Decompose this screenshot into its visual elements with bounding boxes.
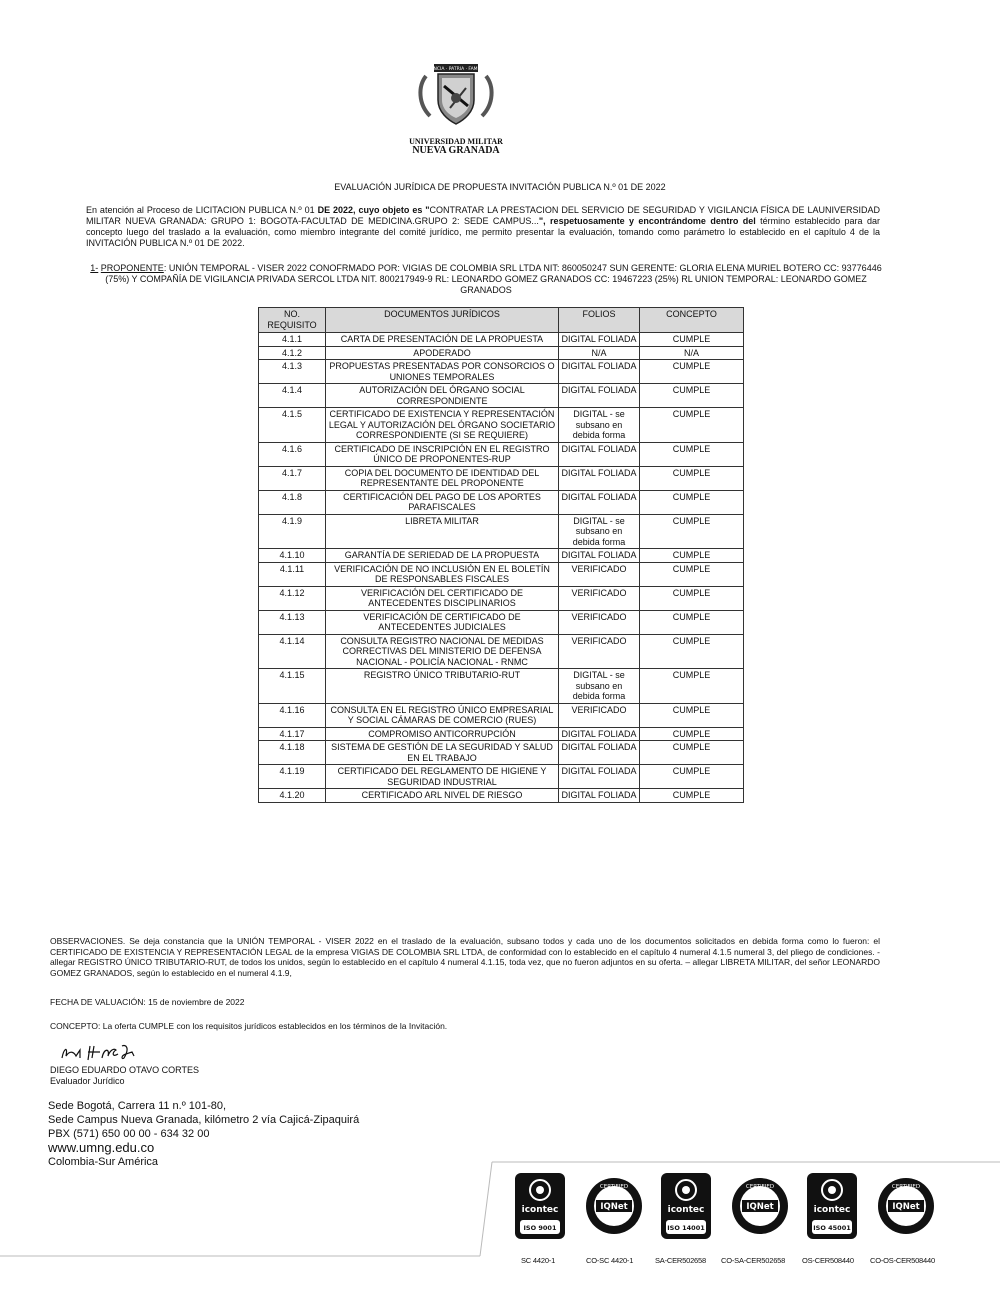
cert-brand: IQNet (600, 1202, 628, 1212)
cell-concepto: CUMPLE (640, 562, 744, 586)
cell-no: 4.1.15 (259, 669, 326, 704)
cell-no: 4.1.17 (259, 727, 326, 741)
contact-region: Colombia-Sur América (48, 1156, 159, 1168)
cert-code: OS-CER508440 (802, 1256, 854, 1265)
table-row (259, 610, 744, 634)
cell-doc: CERTIFICADO ARL NIVEL DE RIESGO (326, 789, 559, 803)
table-row (259, 562, 744, 586)
cell-no: 4.1.16 (259, 703, 326, 727)
table-row (259, 765, 744, 789)
cell-folios: DIGITAL - se subsano en debida forma (559, 408, 640, 443)
header-concepto: CONCEPTO (640, 308, 744, 333)
cell-no: 4.1.8 (259, 490, 326, 514)
concepto-final: CONCEPTO: La oferta CUMPLE con los requisitos jurídicos establecidos en los términos de la Invitación. (50, 1021, 448, 1031)
cell-folios: DIGITAL FOLIADA (559, 466, 640, 490)
signature-icon (50, 1040, 180, 1064)
fecha-valuacion: FECHA DE VALUACIÓN: 15 de noviembre de 2022 (50, 997, 245, 1007)
cell-folios: DIGITAL FOLIADA (559, 333, 640, 347)
cell-no: 4.1.14 (259, 634, 326, 669)
table-header-row (259, 308, 744, 333)
cell-concepto: CUMPLE (640, 384, 744, 408)
table-row (259, 703, 744, 727)
cert-brand: IQNet (892, 1202, 920, 1212)
cell-concepto: CUMPLE (640, 490, 744, 514)
cell-no: 4.1.4 (259, 384, 326, 408)
cell-no: 4.1.6 (259, 442, 326, 466)
cell-doc: PROPUESTAS PRESENTADAS POR CONSORCIOS O UNIONES TEMPORALES (326, 360, 559, 384)
table-row (259, 741, 744, 765)
evaluador-block (50, 1065, 199, 1087)
cell-concepto: CUMPLE (640, 669, 744, 704)
cell-doc: CONSULTA REGISTRO NACIONAL DE MEDIDAS CORRECTIVAS DEL MINISTERIO DE DEFENSA NACIONAL - POLICÍA NACIONAL - RNMC (326, 634, 559, 669)
iqnet-cert-icon (730, 1172, 782, 1240)
cell-folios: DIGITAL FOLIADA (559, 360, 640, 384)
intro-object: CONTRATAR LA PRESTACION DEL SERVICIO DE SEGURIDAD Y VIGILANCIA FÍSICA DE LAUNIVERSIDAD MILITAR NUEVA GRANADA: GRUPO 1: BOGOTA-FACULTAD DE MEDICINA.GRUPO 2: SEDE CAMPUS... (86, 205, 881, 226)
cert-code: SC 4420-1 (521, 1256, 556, 1265)
cell-no: 4.1.18 (259, 741, 326, 765)
cell-no: 4.1.5 (259, 408, 326, 443)
cell-concepto: CUMPLE (640, 741, 744, 765)
requirements-table (258, 307, 744, 803)
intro-part: En atención al Proceso de LICITACION PUBLICA N.º 01 (86, 205, 318, 215)
website-link[interactable]: www.umng.edu.co (48, 1140, 155, 1155)
cell-no: 4.1.10 (259, 549, 326, 563)
cell-doc: CERTIFICACIÓN DEL PAGO DE LOS APORTES PARAFISCALES (326, 490, 559, 514)
table-row (259, 408, 744, 443)
cell-folios: VERIFICADO (559, 634, 640, 669)
icontec-cert-icon (514, 1172, 566, 1240)
cell-no: 4.1.9 (259, 514, 326, 549)
table-row (259, 789, 744, 803)
evaluador-role: Evaluador Jurídico (50, 1076, 125, 1086)
cell-folios: DIGITAL FOLIADA (559, 727, 640, 741)
iqnet-cert-icon (876, 1172, 928, 1240)
table-row (259, 360, 744, 384)
cell-no: 4.1.13 (259, 610, 326, 634)
table-row (259, 669, 744, 704)
cell-concepto: CUMPLE (640, 333, 744, 347)
header-folios: FOLIOS (559, 308, 640, 333)
cell-no: 4.1.7 (259, 466, 326, 490)
cell-folios: DIGITAL - se subsano en debida forma (559, 514, 640, 549)
table-row (259, 586, 744, 610)
cell-folios: DIGITAL FOLIADA (559, 741, 640, 765)
cell-doc: SISTEMA DE GESTIÓN DE LA SEGURIDAD Y SALUD EN EL TRABAJO (326, 741, 559, 765)
logo-text-line2: NUEVA GRANADA (412, 145, 500, 156)
requirements-body (259, 333, 744, 803)
table-row (259, 634, 744, 669)
cell-folios: VERIFICADO (559, 562, 640, 586)
cell-concepto: CUMPLE (640, 514, 744, 549)
cert-brand: icontec (521, 1205, 559, 1215)
cell-doc: VERIFICACIÓN DE CERTIFICADO DE ANTECEDENTES JUDICIALES (326, 610, 559, 634)
cell-concepto: CUMPLE (640, 727, 744, 741)
cell-folios: DIGITAL - se subsano en debida forma (559, 669, 640, 704)
cell-concepto: CUMPLE (640, 703, 744, 727)
svg-text:CIENCIA · PATRIA · FAMILIA: CIENCIA · PATRIA · FAMILIA (426, 67, 486, 72)
cell-doc: CERTIFICADO DE EXISTENCIA Y REPRESENTACIÓN LEGAL Y AUTORIZACIÓN DEL ÓRGANO SOCIETARIO CORRESPONDIENTE (SI SE REQUIERE) (326, 408, 559, 443)
cell-folios: DIGITAL FOLIADA (559, 384, 640, 408)
cert-code: CO-SA-CER502658 (721, 1256, 786, 1265)
cert-code: CO-SC 4420-1 (586, 1256, 634, 1265)
icontec-cert-icon (660, 1172, 712, 1240)
evaluador-name: DIEGO EDUARDO OTAVO CORTES (50, 1065, 200, 1075)
certification-logos (510, 1172, 950, 1252)
cert-brand: icontec (667, 1205, 705, 1215)
cell-doc: VERIFICACIÓN DE NO INCLUSIÓN EN EL BOLETÍN DE RESPONSABLES FISCALES (326, 562, 559, 586)
cell-doc: REGISTRO ÚNICO TRIBUTARIO-RUT (326, 669, 559, 704)
table-row (259, 490, 744, 514)
cell-doc: APODERADO (326, 346, 559, 360)
cell-no: 4.1.12 (259, 586, 326, 610)
cert-code: SA-CER502658 (655, 1256, 706, 1265)
cert-brand: IQNet (746, 1202, 774, 1212)
cell-doc: GARANTÍA DE SERIEDAD DE LA PROPUESTA (326, 549, 559, 563)
cell-doc: LIBRETA MILITAR (326, 514, 559, 549)
header-no: NO. REQUISITO (259, 308, 326, 333)
cell-concepto: CUMPLE (640, 789, 744, 803)
cert-iso: ISO 9001 (523, 1224, 557, 1232)
cert-iso: CERTIFIED (599, 1184, 629, 1190)
cell-folios: VERIFICADO (559, 703, 640, 727)
table-row (259, 514, 744, 549)
cell-concepto: CUMPLE (640, 466, 744, 490)
cell-folios: N/A (559, 346, 640, 360)
proponente-text: : UNIÓN TEMPORAL - VISER 2022 CONOFRMADO POR: VIGIAS DE COLOMBIA SRL LTDA NIT: 860050247 SUN GERENTE: GLORIA ELENA MURIEL BOTERO CC: 93776446 (75%) Y COMPAÑÍA DE VIGILANCIA PRIVADA SERCOL LTDA NIT. 800217949-9 RL: LEONARDO GOMEZ GRANADOS CC: 19467223 (25%) RL UNION TEMPORAL: LEONARDO GOMEZ GRANADOS (105, 263, 882, 295)
table-row (259, 466, 744, 490)
cell-doc: CERTIFICADO DE INSCRIPCIÓN EN EL REGISTRO ÚNICO DE PROPONENTES-RUP (326, 442, 559, 466)
cell-doc: CARTA DE PRESENTACIÓN DE LA PROPUESTA (326, 333, 559, 347)
icontec-cert-icon (806, 1172, 858, 1240)
cell-doc: CERTIFICADO DEL REGLAMENTO DE HIGIENE Y SEGURIDAD INDUSTRIAL (326, 765, 559, 789)
cell-folios: DIGITAL FOLIADA (559, 442, 640, 466)
cell-doc: AUTORIZACIÓN DEL ÓRGANO SOCIAL CORRESPONDIENTE (326, 384, 559, 408)
contact-line: Sede Bogotá, Carrera 11 n.º 101-80, (48, 1100, 227, 1112)
cell-no: 4.1.2 (259, 346, 326, 360)
cell-folios: DIGITAL FOLIADA (559, 490, 640, 514)
table-row (259, 549, 744, 563)
cell-concepto: CUMPLE (640, 610, 744, 634)
cell-concepto: CUMPLE (640, 408, 744, 443)
intro-rest: término establecido para dar concepto luego del traslado a la evaluación, como miembro integrante del comité jurídico, me permito presentar la evaluación, tomando como parámetro lo establecido en el capítulo 4 de la INVITACIÓN PUBLICA N.º 01 DE 2022. (86, 216, 880, 248)
cell-concepto: CUMPLE (640, 586, 744, 610)
cell-no: 4.1.3 (259, 360, 326, 384)
proponente-block (86, 263, 886, 296)
contact-phone: PBX (571) 650 00 00 - 634 32 00 (48, 1128, 210, 1140)
cell-concepto: CUMPLE (640, 634, 744, 669)
header-documentos: DOCUMENTOS JURÍDICOS (326, 308, 559, 333)
cell-doc: COPIA DEL DOCUMENTO DE IDENTIDAD DEL REPRESENTANTE DEL PROPONENTE (326, 466, 559, 490)
cell-concepto: CUMPLE (640, 549, 744, 563)
cert-iso: ISO 45001 (813, 1224, 851, 1232)
logo-text-line1: UNIVERSIDAD MILITAR (409, 137, 503, 146)
cert-code: CO-OS-CER508440 (870, 1256, 935, 1265)
cell-folios: VERIFICADO (559, 610, 640, 634)
cell-folios: DIGITAL FOLIADA (559, 789, 640, 803)
cell-concepto: CUMPLE (640, 442, 744, 466)
intro-bold-end: ", respetuosamente y encontrándome dentro del (538, 216, 756, 226)
cell-no: 4.1.1 (259, 333, 326, 347)
cell-concepto: N/A (640, 346, 744, 360)
table-row (259, 384, 744, 408)
cell-folios: DIGITAL FOLIADA (559, 549, 640, 563)
cell-no: 4.1.19 (259, 765, 326, 789)
cell-no: 4.1.20 (259, 789, 326, 803)
cell-concepto: CUMPLE (640, 765, 744, 789)
table-row (259, 727, 744, 741)
cell-no: 4.1.11 (259, 562, 326, 586)
cert-iso: CERTIFIED (891, 1184, 921, 1190)
cert-iso: ISO 14001 (667, 1224, 705, 1232)
document-title: EVALUACIÓN JURÍDICA DE PROPUESTA INVITACIÓN PUBLICA N.º 01 DE 2022 (334, 182, 666, 192)
table-row (259, 333, 744, 347)
university-crest-icon (408, 56, 504, 132)
table-row (259, 442, 744, 466)
cell-folios: VERIFICADO (559, 586, 640, 610)
contact-line: Sede Campus Nueva Granada, kilómetro 2 vía Cajicá-Zipaquirá (48, 1114, 360, 1126)
intro-bold: DE 2022, cuyo objeto es " (317, 205, 430, 215)
observaciones: OBSERVACIONES. Se deja constancia que la UNIÓN TEMPORAL - VISER 2022 en el traslado de la evaluación, subsano todos y cada uno de los documentos solicitados en debida forma como lo fueron: el CERTIFICADO DE EXISTENCIA Y REPRESENTACIÓN LEGAL de la empresa VIGIAS DE COLOMBIA SRL LTDA, de conformidad con lo establecido en el capítulo 4 numeral 4.1.5 numeral 3, del pliego de condiciones. - allegar REGISTRO ÚNICO TRIBUTARIO-RUT, de todos los unidos, según lo establecido en el capítulo 4 numeral 4.1.15, toda vez, que no fueron adjuntos en su oferta. – allegar LIBRETA MILITAR, del señor LEONARDO GOMEZ GRANADOS, según lo establecido en el numeral 4.1.9, (50, 936, 880, 978)
proponente-label: PROPONENTE (100, 263, 164, 273)
proponente-number: 1- (90, 263, 99, 273)
cell-folios: DIGITAL FOLIADA (559, 765, 640, 789)
cert-brand: icontec (813, 1205, 851, 1215)
cert-iso: CERTIFIED (745, 1184, 775, 1190)
iqnet-cert-icon (584, 1172, 636, 1240)
university-logo (408, 56, 504, 156)
cell-concepto: CUMPLE (640, 360, 744, 384)
cell-doc: COMPROMISO ANTICORRUPCIÓN (326, 727, 559, 741)
cell-doc: VERIFICACIÓN DEL CERTIFICADO DE ANTECEDENTES DISCIPLINARIOS (326, 586, 559, 610)
intro-paragraph (86, 205, 880, 249)
cell-doc: CONSULTA EN EL REGISTRO ÚNICO EMPRESARIAL Y SOCIAL CÁMARAS DE COMERCIO (RUES) (326, 703, 559, 727)
contact-block (48, 1099, 359, 1169)
table-row (259, 346, 744, 360)
